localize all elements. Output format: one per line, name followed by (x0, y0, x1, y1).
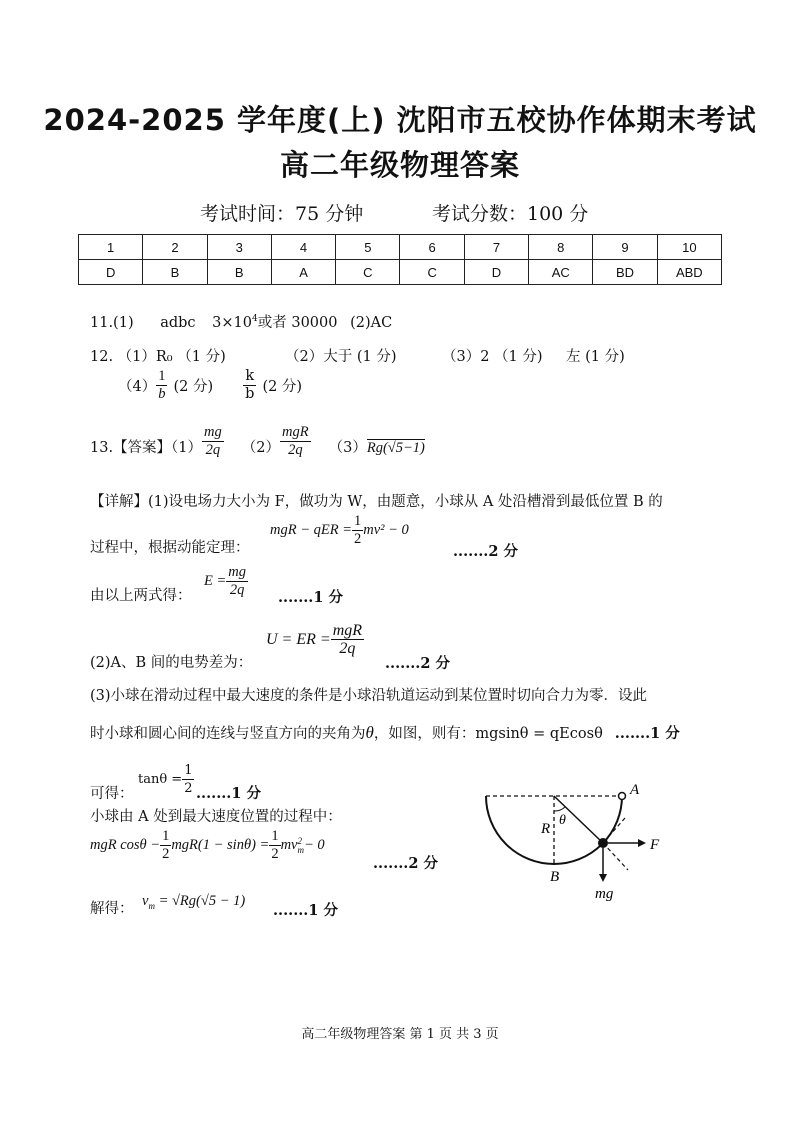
q13-answer-3: Rg(√5−1) (367, 439, 425, 459)
question-number: 5 (336, 235, 400, 260)
q13-equation-6: mgR cosθ − $\frac{1}{2}$ mgR(1 − sinθ) = $\frac{1}{2}$ mv 2 m − 0 (90, 828, 325, 862)
question-number: 1 (79, 235, 143, 260)
q13-equation-7: $v_m = √Rg(√5 - 1)$ (142, 893, 246, 911)
question-number: 9 (593, 235, 657, 260)
q13-detail-5: 可得： (90, 786, 134, 802)
q12-score-2: (2 分) (262, 379, 303, 395)
page-subtitle: 高二年级物理答案 (279, 148, 520, 182)
q13-detail-1b: 过程中，根据动能定理： (90, 540, 250, 556)
answer-cell: BD (593, 260, 657, 285)
q13-score-eq3: .......2 分 (385, 655, 450, 672)
answer-table (78, 234, 722, 285)
label-r: R (541, 821, 551, 837)
q13-detail-2: 由以上两式得： (90, 588, 192, 604)
force-f-arrowhead (638, 839, 646, 847)
q11-part3: (2)AC (350, 315, 393, 331)
answer-cell: D (79, 260, 143, 285)
tangent-dashed-line (603, 818, 625, 843)
question-number: 6 (400, 235, 464, 260)
q12-fraction-2: $\frac{k}{b}$ (245, 368, 255, 402)
question-number: 7 (464, 235, 528, 260)
q13-score-eq7: .......1 分 (273, 902, 338, 919)
q13-answer-row (90, 424, 425, 459)
point-a-marker (619, 793, 626, 800)
q13-equation-5: tanθ = $\frac{1}{2}$ (138, 763, 193, 796)
answer-cell: B (207, 260, 271, 285)
q12-c: （3）2 （1 分) (442, 349, 543, 365)
q12-score-1: (2 分) (173, 379, 214, 395)
label-mg: mg (595, 886, 614, 902)
semicircle-track-diagram (470, 778, 680, 908)
page-title: 2024-2025 学年度(上) 沈阳市五校协作体期末考试 (43, 103, 757, 137)
q12-b: （2）大于 (1 分) (285, 349, 397, 365)
answer-table-answers-row (79, 260, 722, 285)
answer-cell: ABD (657, 260, 721, 285)
q13-detail-4b: 时小球和圆心间的连线与竖直方向的夹角为θ，如图，则有：mgsinθ = qEcosθ .......1 分 (90, 723, 680, 742)
q13-score-eq5: .......1 分 (196, 785, 261, 802)
answer-table-numbers-row (79, 235, 722, 260)
answer-cell: A (271, 260, 335, 285)
question-number: 10 (657, 235, 721, 260)
q13-detail-4: (3)小球在滑动过程中最大速度的条件是小球沿轨道运动到某位置时切向合力为零．设此 (90, 688, 648, 704)
q12-label4: （4） (118, 379, 157, 395)
page-footer: 高二年级物理答案 第 1 页 共 3 页 (301, 1027, 499, 1042)
q13-p3: （3） (328, 440, 367, 456)
label-f: F (650, 837, 660, 853)
q11-label: 11.(1) (90, 315, 134, 331)
question-number: 8 (529, 235, 593, 260)
label-a: A (630, 782, 640, 798)
q13-equation-1: mgR − qER = $\frac{1}{2}$ mv² − 0 (270, 513, 409, 547)
q11-part2: $3\times 10^4$或者 30000 (212, 314, 338, 331)
label-b: B (550, 869, 560, 885)
q13-score-eq6: .......2 分 (373, 855, 438, 872)
q11-part1: adbc (160, 315, 196, 331)
gravity-mg-arrowhead (599, 874, 607, 882)
q13-label: 13.【答案】（1） (90, 440, 203, 456)
q13-equation-2: E = $\frac{mg}{2q}$ (204, 564, 247, 598)
q11-answer (90, 311, 392, 332)
theta-angle-arc (554, 807, 565, 811)
q13-score-eq1: .......2 分 (453, 543, 518, 560)
q12-row2 (118, 368, 302, 403)
q13-score-eq2: .......1 分 (278, 589, 343, 606)
q13-answer-2: $\frac{\text{mgR}}{2q}$ (282, 424, 309, 458)
q12-fraction-1: $\frac{1}{b}$ (158, 368, 166, 402)
resultant-dashed-line (603, 843, 628, 870)
q13-p2: （2） (241, 440, 281, 456)
answer-cell: D (464, 260, 528, 285)
exam-score: 考试分数：100 分 (432, 203, 589, 225)
q13-equation-3: U = ER = $\frac{\text{mgR}}{2q}$ (266, 622, 363, 657)
q12-d: 左 (1 分) (566, 349, 625, 365)
answer-cell: C (336, 260, 400, 285)
answer-cell: B (143, 260, 207, 285)
question-number: 2 (143, 235, 207, 260)
q13-detail-1: 【详解】(1)设电场力大小为 F，做功为 W，由题意，小球从 A 处沿槽滑到最低位置 B 的 (90, 494, 663, 510)
q12-a: 12. （1）R₀ （1 分) (90, 349, 226, 365)
answer-cell: AC (529, 260, 593, 285)
q13-detail-3: (2)A、B 间的电势差为： (90, 655, 253, 671)
q13-detail-6: 小球由 A 处到最大速度位置的过程中： (90, 809, 342, 825)
label-theta: θ (559, 813, 566, 828)
question-number: 4 (271, 235, 335, 260)
exam-time: 考试时间：75 分钟 (200, 203, 364, 225)
q13-answer-1: $\frac{mg}{2q}$ (204, 424, 222, 458)
answer-cell: C (400, 260, 464, 285)
question-number: 3 (207, 235, 271, 260)
q13-detail-7: 解得： (90, 901, 134, 917)
